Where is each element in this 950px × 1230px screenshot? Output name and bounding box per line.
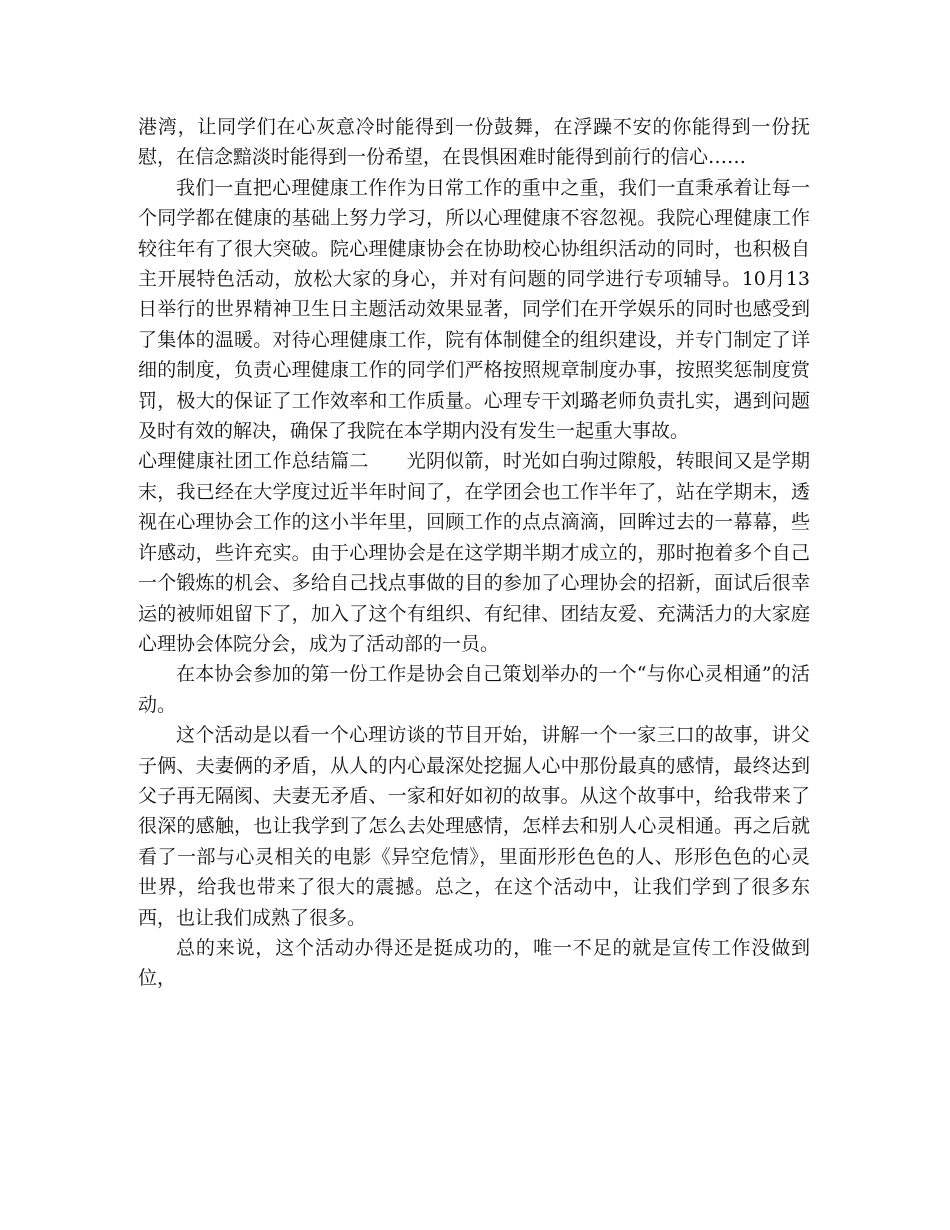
paragraph-3 [138, 446, 810, 659]
paragraph-5 [138, 720, 810, 933]
paragraph-1 [138, 112, 810, 173]
paragraph-2 [138, 173, 810, 447]
paragraph-2-text: 我们一直把心理健康工作作为日常工作的重中之重，我们一直秉承着让每一个同学都在健康的基础上努力学习，所以心理健康不容忽视。我院心理健康工作较往年有了很大突破。院心理健康协会在协助校心协组织活动的同时，也积极自主开展特色活动，放松大家的身心，并对有问题的同学进行专项辅导。10月13日举行的世界精神卫生日主题活动效果显著，同学们在开学娱乐的同时也感受到了集体的温暖。对待心理健康工作，院有体制健全的组织建设，并专门制定了详细的制度，负责心理健康工作的同学们严格按照规章制度办事，按照奖惩制度赏罚，极大的保证了工作效率和工作质量。心理专干刘璐老师负责扎实，遇到问题及时有效的解决，确保了我院在本学期内没有发生一起重大事故。 [138, 176, 810, 443]
paragraph-1-text: 港湾，让同学们在心灰意冷时能得到一份鼓舞，在浮躁不安的你能得到一份抚慰，在信念黯淡时能得到一份希望，在畏惧困难时能得到前行的信心…… [138, 116, 810, 169]
document-body [138, 112, 810, 994]
paragraph-4 [138, 659, 810, 720]
paragraph-6 [138, 933, 810, 994]
paragraph-5-text: 这个活动是以看一个心理访谈的节目开始，讲解一个一家三口的故事，讲父子俩、夫妻俩的矛盾，从人的内心最深处挖掘人心中那份最真的感情，最终达到父子再无隔阂、夫妻无矛盾、一家和好如初的故事。从这个故事中，给我带来了很深的感触，也让我学到了怎么去处理感情，怎样去和别人心灵相通。再之后就看了一部与心灵相关的电影《异空危情》，里面形形色色的人、形形色色的心灵世界，给我也带来了很大的震撼。总之，在这个活动中，让我们学到了很多东西，也让我们成熟了很多。 [138, 724, 810, 929]
paragraph-4-text: 在本协会参加的第一份工作是协会自己策划举办的一个“与你心灵相通”的活动。 [138, 663, 810, 716]
section-heading: 心理健康社团工作总结篇二 [138, 450, 369, 473]
paragraph-6-text: 总的来说，这个活动办得还是挺成功的，唯一不足的就是宣传工作没做到位， [138, 936, 810, 990]
paragraph-3-text: 光阴似箭，时光如白驹过隙般，转眼间又是学期末，我已经在大学度过近半年时间了，在学团会也工作半年了，站在学期末，透视在心理协会工作的这小半年里，回顾工作的点点滴滴，回眸过去的一幕幕，些许感动，些许充实。由于心理协会是在这学期半期才成立的，那时抱着多个自己一个锻炼的机会、多给自己找点事做的目的参加了心理协会的招新，面试后很幸运的被师姐留下了，加入了这个有组织、有纪律、团结友爱、充满活力的大家庭心理协会体院分会，成为了活动部的一员。 [138, 450, 810, 655]
